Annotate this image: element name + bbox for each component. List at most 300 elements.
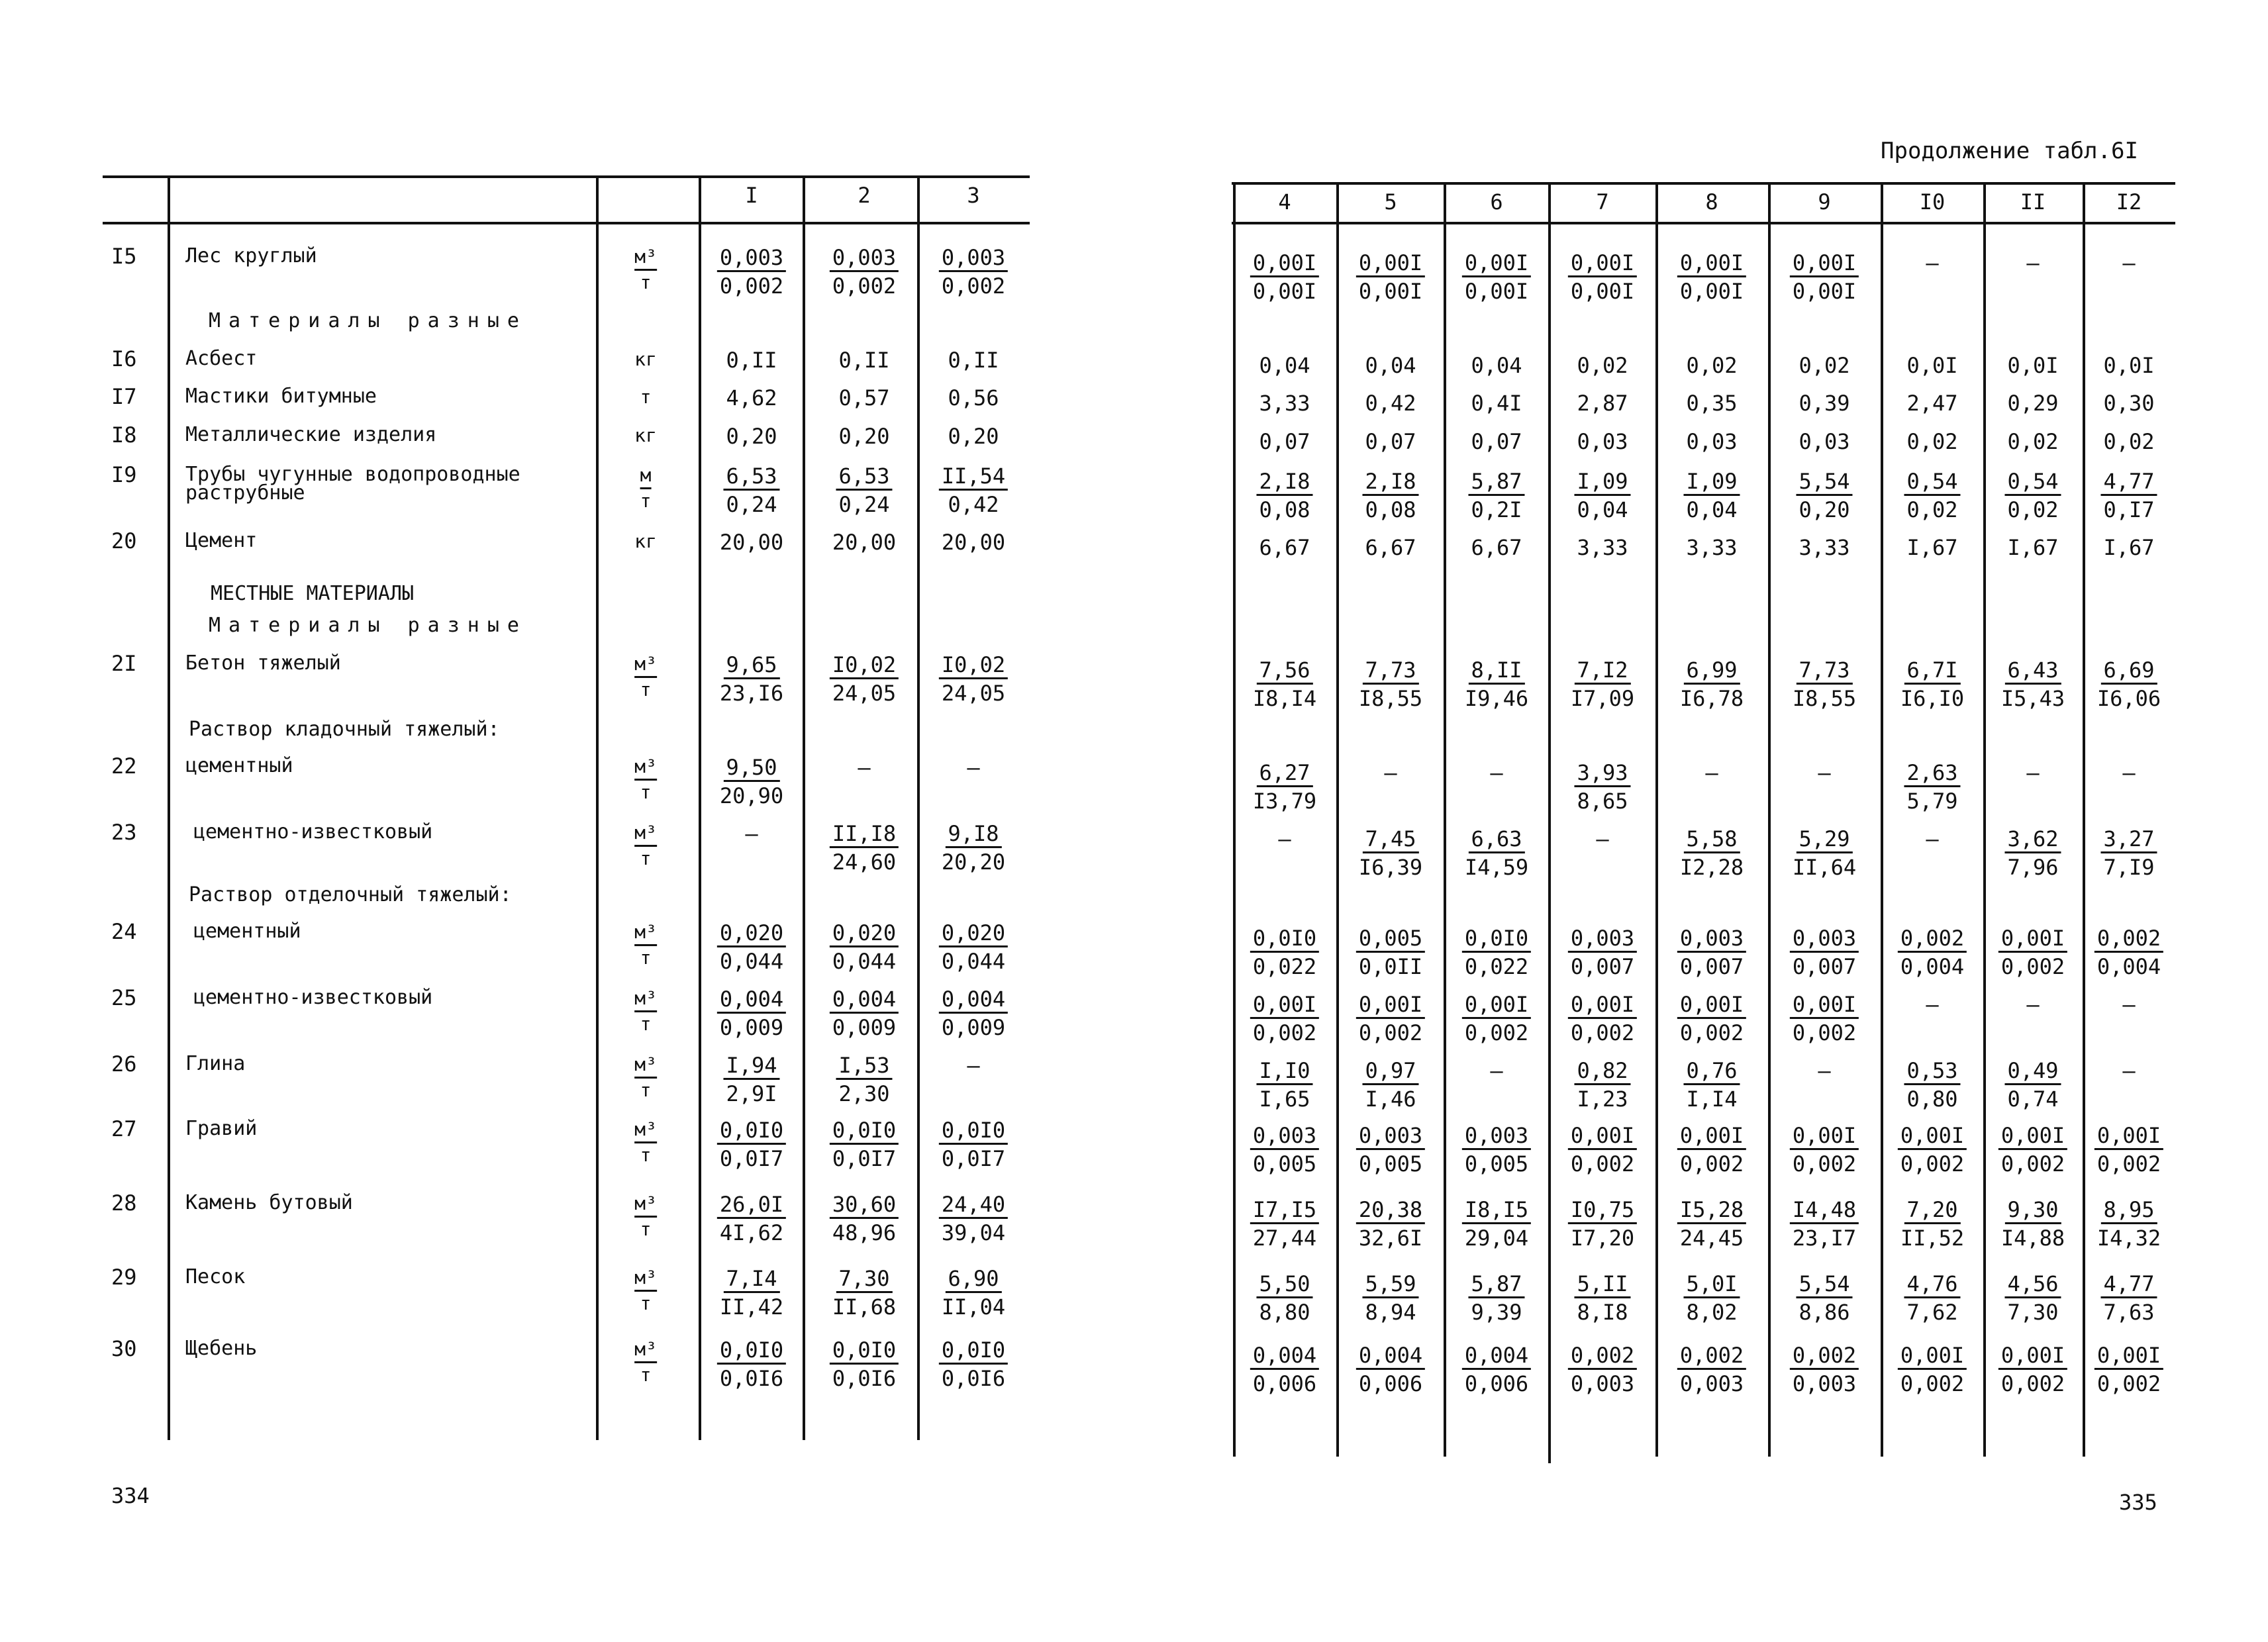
value-fraction — [720, 1266, 783, 1320]
value-fraction — [1356, 1123, 1425, 1177]
value-denominator: I7,20 — [1570, 1226, 1635, 1251]
value-cell: – — [1384, 760, 1397, 785]
value-denominator: 4I,62 — [719, 1220, 784, 1245]
value-cell: – — [745, 821, 758, 846]
value-denominator: 0,002 — [941, 273, 1006, 299]
value-denominator: I2,28 — [1679, 855, 1744, 880]
value-denominator: I9,46 — [1464, 686, 1529, 711]
value-numerator: 7,56 — [1256, 657, 1312, 685]
row-number: 20 — [111, 528, 137, 554]
value-cell: – — [1818, 760, 1831, 785]
value-numerator: 9,50 — [723, 755, 779, 782]
value-fraction — [1998, 926, 2067, 979]
value-cell: – — [2026, 250, 2040, 275]
unit-top: м³ — [634, 755, 657, 781]
value-denominator: 0,42 — [948, 492, 999, 517]
value-cell: 0,0I — [2103, 353, 2155, 378]
value-numerator: 4,77 — [2100, 469, 2157, 496]
value-denominator: 0,002 — [2096, 1371, 2161, 1396]
value-fraction — [1904, 1058, 1960, 1112]
value-denominator: I,23 — [1577, 1087, 1628, 1112]
value-denominator: 0,005 — [1464, 1151, 1529, 1177]
value-fraction — [830, 821, 899, 875]
row-number: 27 — [111, 1116, 137, 1141]
value-cell: 0,02 — [1577, 353, 1628, 378]
value-fraction — [1462, 992, 1531, 1045]
row-number: 26 — [111, 1051, 137, 1077]
value-denominator: 0,006 — [1358, 1371, 1423, 1396]
value-denominator: 0,009 — [832, 1015, 897, 1040]
value-denominator: 0,0I7 — [941, 1146, 1006, 1171]
column-rule — [1444, 184, 1446, 1457]
value-denominator: I4,59 — [1464, 855, 1529, 880]
value-fraction — [939, 1192, 1008, 1245]
value-cell: 0,20 — [948, 424, 999, 449]
value-denominator: 0,80 — [1906, 1087, 1958, 1112]
value-denominator: 24,05 — [941, 681, 1006, 706]
value-numerator: 0,54 — [2004, 469, 2061, 496]
value-numerator: 7,20 — [1904, 1197, 1960, 1224]
value-denominator: 0,007 — [1570, 954, 1635, 979]
unit-bottom: т — [640, 847, 652, 869]
value-numerator: 0,004 — [939, 987, 1008, 1014]
material-name: Бетон тяжелый — [185, 652, 341, 675]
value-fraction — [2095, 1343, 2163, 1396]
value-fraction — [832, 1266, 896, 1320]
value-denominator: 0,002 — [1792, 1151, 1857, 1177]
value-cell: 0,II — [838, 348, 890, 373]
material-name: Щебень — [185, 1337, 258, 1360]
material-name: цементный — [185, 754, 293, 777]
material-name-cont: раструбные — [185, 481, 305, 505]
value-denominator: 8,94 — [1365, 1300, 1416, 1325]
column-header: 8 — [1705, 189, 1718, 215]
value-denominator: 23,I7 — [1792, 1226, 1857, 1251]
value-denominator: 9,39 — [1471, 1300, 1522, 1325]
value-fraction — [1904, 469, 1960, 522]
value-fraction — [830, 920, 899, 974]
value-cell: – — [1490, 760, 1503, 785]
unit-cell: кг — [634, 424, 657, 446]
value-fraction — [1683, 469, 1740, 522]
value-numerator: 7,45 — [1362, 826, 1418, 853]
value-numerator: 2,63 — [1904, 760, 1960, 787]
value-denominator: I,46 — [1365, 1087, 1416, 1112]
value-numerator: 9,I8 — [945, 821, 1001, 848]
value-fraction — [939, 463, 1008, 517]
value-numerator: II,I8 — [830, 821, 899, 848]
value-fraction — [1356, 926, 1425, 979]
row-number: 24 — [111, 919, 137, 944]
value-denominator: 0,0I6 — [941, 1366, 1006, 1391]
value-numerator: 0,020 — [830, 920, 899, 947]
value-numerator: 30,60 — [830, 1192, 899, 1219]
value-numerator: 5,59 — [1362, 1271, 1418, 1298]
value-numerator: 4,76 — [1904, 1271, 1960, 1298]
unit-cell — [634, 1337, 657, 1387]
value-fraction — [939, 1337, 1008, 1391]
value-fraction — [2100, 1271, 2157, 1325]
value-fraction — [1574, 469, 1630, 522]
value-denominator: 0,044 — [941, 949, 1006, 974]
value-fraction — [1683, 1271, 1740, 1325]
unit-cell: кг — [634, 348, 657, 370]
value-numerator: 5,II — [1574, 1271, 1630, 1298]
value-numerator: 0,004 — [1250, 1343, 1319, 1370]
value-denominator: 0,08 — [1259, 497, 1310, 522]
value-numerator: 7,30 — [836, 1266, 892, 1293]
row-number: I5 — [111, 244, 137, 269]
value-denominator: 0,003 — [1792, 1371, 1857, 1396]
value-denominator: 0,002 — [1900, 1371, 1965, 1396]
value-fraction — [1790, 992, 1859, 1045]
value-fraction — [1462, 250, 1531, 304]
value-denominator: 0,002 — [2000, 1371, 2065, 1396]
value-fraction — [1680, 657, 1744, 711]
value-numerator: I,09 — [1574, 469, 1630, 496]
unit-top: м³ — [634, 245, 657, 271]
value-fraction — [1256, 1058, 1312, 1112]
value-numerator: 7,73 — [1796, 657, 1852, 685]
value-numerator: I,94 — [723, 1053, 779, 1080]
column-rule — [168, 177, 170, 1440]
value-fraction — [1250, 926, 1319, 979]
unit-top: м³ — [634, 1337, 657, 1363]
unit-cell — [634, 987, 657, 1036]
value-fraction — [1250, 1343, 1319, 1396]
value-denominator: I,65 — [1259, 1087, 1310, 1112]
value-denominator: 0,74 — [2007, 1087, 2059, 1112]
value-denominator: 0,002 — [719, 273, 784, 299]
value-numerator: 0,76 — [1683, 1058, 1740, 1085]
value-cell: 0,0I — [1906, 353, 1958, 378]
value-denominator: I4,88 — [2000, 1226, 2065, 1251]
value-cell: 0,03 — [1577, 429, 1628, 454]
value-denominator: 7,62 — [1906, 1300, 1958, 1325]
value-numerator: 7,I2 — [1574, 657, 1630, 685]
value-numerator: 0,005 — [1356, 926, 1425, 953]
value-denominator: 0,005 — [1252, 1151, 1317, 1177]
table-rule — [103, 175, 1030, 178]
value-denominator: 48,96 — [832, 1220, 897, 1245]
value-cell: 0,20 — [726, 424, 777, 449]
column-rule — [1548, 184, 1551, 1463]
material-name: Металлические изделия — [185, 423, 437, 446]
value-numerator: 9,30 — [2004, 1197, 2061, 1224]
value-cell: – — [2026, 992, 2040, 1017]
value-numerator: I0,02 — [939, 652, 1008, 679]
value-cell: 0,03 — [1686, 429, 1738, 454]
value-denominator: 24,05 — [832, 681, 897, 706]
value-fraction — [1796, 469, 1852, 522]
value-numerator: 0,00I — [1790, 992, 1859, 1019]
column-header: 7 — [1596, 189, 1609, 215]
page-number-right: 335 — [2119, 1490, 2157, 1515]
value-fraction — [1462, 1123, 1531, 1177]
column-header: I0 — [1919, 189, 1946, 215]
value-cell: 0,02 — [1799, 353, 1850, 378]
material-name: цементно-известковый — [193, 986, 433, 1009]
unit-cell — [634, 821, 657, 871]
unit-top: м³ — [634, 1118, 657, 1143]
column-header: I — [745, 183, 758, 208]
value-numerator: 6,90 — [945, 1266, 1001, 1293]
value-cell: 0,02 — [2103, 429, 2155, 454]
value-denominator: 0,0I6 — [832, 1366, 897, 1391]
value-numerator: I0,02 — [830, 652, 899, 679]
value-numerator: 0,00I — [1998, 926, 2067, 953]
value-numerator: II,54 — [939, 463, 1008, 491]
value-cell: – — [1926, 250, 1939, 275]
value-fraction — [1462, 1343, 1531, 1396]
continuation-title: Продолжение табл.6I — [1881, 138, 2138, 164]
unit-top: м³ — [634, 920, 657, 946]
column-rule — [803, 177, 805, 1440]
value-numerator: 0,00I — [2095, 1123, 2163, 1150]
unit-bottom: т — [640, 1218, 652, 1240]
value-numerator: 0,004 — [1462, 1343, 1531, 1370]
value-numerator: 6,69 — [2100, 657, 2157, 685]
value-denominator: II,04 — [941, 1294, 1006, 1320]
value-cell: 0,II — [726, 348, 777, 373]
value-cell: 3,33 — [1799, 535, 1850, 560]
value-cell: 3,33 — [1686, 535, 1738, 560]
section-heading: МЕСТНЫЕ МАТЕРИАЛЫ — [211, 582, 415, 605]
value-numerator: 24,40 — [939, 1192, 1008, 1219]
value-denominator: I7,09 — [1570, 686, 1635, 711]
value-denominator: 0,006 — [1464, 1371, 1529, 1396]
value-fraction — [2004, 1271, 2061, 1325]
unit-cell — [634, 1266, 657, 1316]
value-fraction — [1250, 1123, 1319, 1177]
value-numerator: 5,54 — [1796, 1271, 1852, 1298]
value-denominator: I3,79 — [1252, 789, 1317, 814]
value-denominator: 0,04 — [1686, 497, 1738, 522]
value-numerator: 5,50 — [1256, 1271, 1312, 1298]
value-cell: – — [1926, 992, 1939, 1017]
value-fraction — [1793, 826, 1856, 880]
unit-cell: кг — [634, 530, 657, 552]
value-fraction — [1362, 1058, 1418, 1112]
value-denominator: I4,32 — [2096, 1226, 2161, 1251]
value-numerator: 6,27 — [1256, 760, 1312, 787]
value-fraction — [939, 987, 1008, 1040]
unit-cell — [634, 755, 657, 804]
unit-bottom: т — [640, 1292, 652, 1314]
value-numerator: 0,003 — [830, 245, 899, 272]
value-fraction — [2004, 826, 2061, 880]
value-cell: 0,II — [948, 348, 999, 373]
value-numerator: I8,I5 — [1462, 1197, 1531, 1224]
value-numerator: 0,00I — [1250, 992, 1319, 1019]
value-denominator: 0,00I — [1252, 279, 1317, 304]
value-denominator: 0,004 — [2096, 954, 2161, 979]
value-fraction — [1900, 657, 1964, 711]
value-numerator: I0,75 — [1568, 1197, 1637, 1224]
value-fraction — [2097, 657, 2161, 711]
value-numerator: 6,63 — [1468, 826, 1524, 853]
value-fraction — [1568, 250, 1637, 304]
value-denominator: 7,I9 — [2103, 855, 2155, 880]
value-fraction — [1683, 1058, 1740, 1112]
value-fraction — [717, 987, 786, 1040]
value-numerator: 0,00I — [1790, 250, 1859, 277]
value-cell: 0,30 — [2103, 391, 2155, 416]
value-cell: 0,04 — [1259, 353, 1310, 378]
value-numerator: 0,004 — [717, 987, 786, 1014]
value-fraction — [1568, 992, 1637, 1045]
value-cell: 0,4I — [1471, 391, 1522, 416]
row-number: 30 — [111, 1336, 137, 1361]
value-numerator: 0,00I — [1568, 250, 1637, 277]
value-numerator: 6,43 — [2004, 657, 2061, 685]
value-fraction — [1790, 250, 1859, 304]
value-cell: I,67 — [2007, 535, 2059, 560]
column-header: I2 — [2116, 189, 2142, 215]
value-fraction — [2001, 657, 2065, 711]
value-fraction — [1796, 1271, 1852, 1325]
value-fraction — [1362, 1271, 1418, 1325]
value-cell: 2,47 — [1906, 391, 1958, 416]
value-numerator: 6,53 — [723, 463, 779, 491]
value-denominator: 7,30 — [2007, 1300, 2059, 1325]
unit-cell — [634, 920, 657, 970]
value-denominator: 0,002 — [2000, 954, 2065, 979]
value-fraction — [1898, 1343, 1967, 1396]
value-numerator: 0,003 — [717, 245, 786, 272]
material-name: Гравий — [185, 1117, 258, 1140]
column-header: 5 — [1384, 189, 1397, 215]
value-numerator: 0,00I — [1898, 1343, 1967, 1370]
unit-top: м — [640, 463, 652, 489]
page-number-left: 334 — [111, 1483, 150, 1508]
value-cell: – — [2122, 992, 2136, 1017]
value-denominator: 20,90 — [719, 783, 784, 808]
value-denominator: 0,004 — [1900, 954, 1965, 979]
value-numerator: 5,0I — [1683, 1271, 1740, 1298]
value-fraction — [1571, 657, 1634, 711]
value-cell: – — [1278, 826, 1291, 851]
value-numerator: 3,62 — [2004, 826, 2061, 853]
section-heading: Раствор кладочный тяжелый: — [189, 718, 500, 741]
value-denominator: 0,00I — [1570, 279, 1635, 304]
value-numerator: 0,00I — [1356, 250, 1425, 277]
value-denominator: 0,007 — [1679, 954, 1744, 979]
value-numerator: I5,28 — [1677, 1197, 1746, 1224]
value-fraction — [1250, 1197, 1319, 1251]
value-numerator: 0,003 — [939, 245, 1008, 272]
column-rule — [699, 177, 701, 1440]
value-fraction — [2095, 1123, 2163, 1177]
value-numerator: 2,I8 — [1256, 469, 1312, 496]
value-fraction — [836, 1053, 892, 1106]
value-fraction — [1904, 1271, 1960, 1325]
value-denominator: 0,00I — [1464, 279, 1529, 304]
row-number: I8 — [111, 422, 137, 448]
value-fraction — [1677, 926, 1746, 979]
value-fraction — [830, 652, 899, 706]
value-fraction — [1677, 1197, 1746, 1251]
value-numerator: I,09 — [1683, 469, 1740, 496]
value-denominator: I8,I4 — [1252, 686, 1317, 711]
value-fraction — [1680, 826, 1744, 880]
value-fraction — [942, 821, 1005, 875]
value-denominator: 0,08 — [1365, 497, 1416, 522]
value-denominator: 0,00I — [1792, 279, 1857, 304]
value-denominator: 0,02 — [2007, 497, 2059, 522]
value-fraction — [1250, 992, 1319, 1045]
row-number: I7 — [111, 384, 137, 409]
value-fraction — [1468, 1271, 1524, 1325]
value-fraction — [1356, 992, 1425, 1045]
value-fraction — [939, 920, 1008, 974]
value-numerator: 0,53 — [1904, 1058, 1960, 1085]
value-fraction — [1568, 926, 1637, 979]
value-fraction — [1356, 1343, 1425, 1396]
value-denominator: 0,022 — [1464, 954, 1529, 979]
column-rule — [1655, 184, 1658, 1457]
value-cell: 0,0I — [2007, 353, 2059, 378]
column-header: 2 — [858, 183, 871, 208]
value-cell: I,67 — [2103, 535, 2155, 560]
value-denominator: 0,002 — [832, 273, 897, 299]
value-cell: 0,02 — [1906, 429, 1958, 454]
value-denominator: 32,6I — [1358, 1226, 1423, 1251]
unit-cell — [634, 245, 657, 295]
row-number: 28 — [111, 1190, 137, 1216]
unit-top: м³ — [634, 821, 657, 847]
material-name: Песок — [185, 1265, 246, 1288]
value-numerator: 0,00I — [1790, 1123, 1859, 1150]
value-fraction — [1998, 1123, 2067, 1177]
value-fraction — [2100, 469, 2157, 522]
value-numerator: I,53 — [836, 1053, 892, 1080]
value-numerator: 0,00I — [1677, 1123, 1746, 1150]
column-header: 9 — [1818, 189, 1831, 215]
value-numerator: 0,020 — [939, 920, 1008, 947]
value-cell: 0,57 — [838, 385, 890, 410]
value-denominator: 20,20 — [941, 849, 1006, 875]
value-numerator: 0,00I — [1462, 250, 1531, 277]
value-denominator: I5,43 — [2000, 686, 2065, 711]
value-numerator: 0,004 — [1356, 1343, 1425, 1370]
table-rule — [1232, 222, 2175, 224]
value-numerator: 4,56 — [2004, 1271, 2061, 1298]
row-number: I6 — [111, 346, 137, 371]
value-numerator: 0,003 — [1356, 1123, 1425, 1150]
value-denominator: I6,39 — [1358, 855, 1423, 880]
value-cell: 0,04 — [1365, 353, 1416, 378]
value-denominator: 0,003 — [1679, 1371, 1744, 1396]
value-numerator: 5,87 — [1468, 1271, 1524, 1298]
value-numerator: 0,00I — [1462, 992, 1531, 1019]
column-rule — [1881, 184, 1883, 1457]
value-numerator: 0,002 — [1898, 926, 1967, 953]
value-cell: – — [858, 755, 871, 780]
value-fraction — [2097, 1197, 2161, 1251]
value-numerator: 2,I8 — [1362, 469, 1418, 496]
value-denominator: 24,45 — [1679, 1226, 1744, 1251]
column-rule — [1233, 184, 1236, 1457]
value-fraction — [2001, 1197, 2065, 1251]
unit-bottom: т — [640, 781, 652, 803]
value-denominator: 0,00I — [1679, 279, 1744, 304]
value-fraction — [2004, 1058, 2061, 1112]
column-header: 6 — [1490, 189, 1503, 215]
value-numerator: 0,00I — [2095, 1343, 2163, 1370]
value-denominator: 0,002 — [1358, 1020, 1423, 1045]
value-fraction — [717, 1192, 786, 1245]
